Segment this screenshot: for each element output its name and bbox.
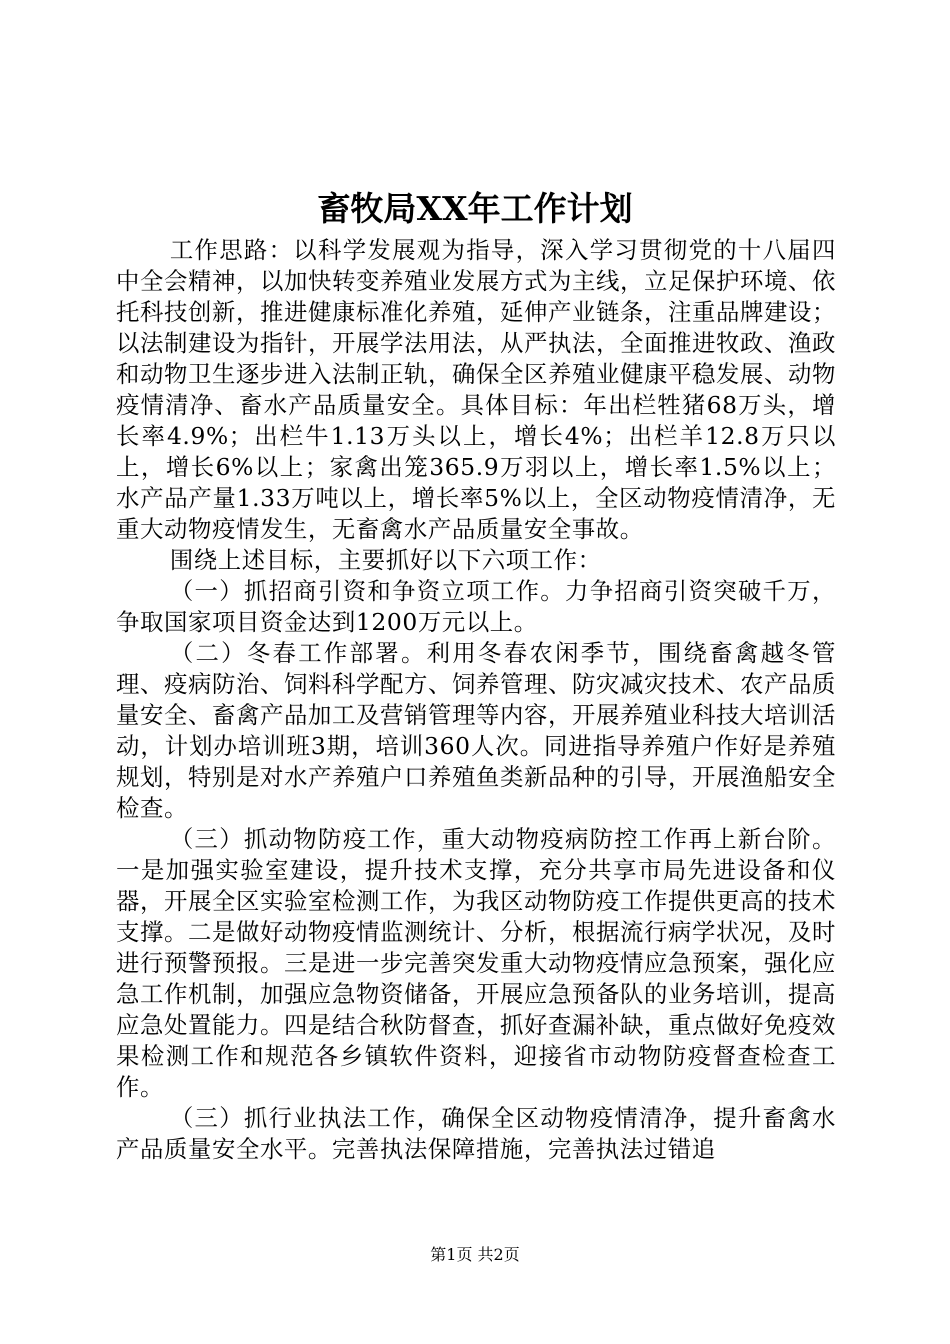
- document-title: 畜牧局XX年工作计划: [317, 189, 633, 228]
- page-footer: 第1页 共2页: [430, 1245, 520, 1264]
- paragraph-overview: 围绕上述目标，主要抓好以下六项工作：: [169, 546, 602, 574]
- paragraph-item-3-epidemic: （三）抓动物防疫工作，重大动物疫病防控工作再上新台阶。一是加强实验室建设，提升技术支撑，充分共享市局先进设备和仪器，开展全区实验室检测工作，为我区动物防疫工作提供更高的技术支撑。二是做好动物疫情监测统计、分析，根据流行病学状况，及时进行预警预报。三是进一步完善突发重大动物疫情应急预案，强化应急工作机制，加强应急物资储备，开展应急预备队的业务培训，提高应急处置能力。四是结合秋防督查，抓好查漏补缺，重点做好免疫效果检测工作和规范各乡镇软件资料，迎接省市动物防疫督查检查工作。: [116, 825, 836, 1101]
- paragraph-item-2: （二）冬春工作部署。利用冬春农闲季节，围绕畜禽越冬管理、疫病防治、饲料科学配方、饲养管理、防灾减灾技术、农产品质量安全、畜禽产品加工及营销管理等内容，开展养殖业科技大培训活动，计划办培训班3期，培训360人次。同进指导养殖户作好是养殖规划，特别是对水产养殖户口养殖鱼类新品种的引导，开展渔船安全检查。: [116, 639, 836, 822]
- document-body: [116, 235, 836, 1165]
- paragraph-item-1: （一）抓招商引资和争资立项工作。力争招商引资突破千万，争取国家项目资金达到1200万元以上。: [116, 577, 836, 636]
- paragraph-item-3-enforcement: （三）抓行业执法工作，确保全区动物疫情清净，提升畜禽水产品质量安全水平。完善执法保障措施，完善执法过错追: [116, 1104, 836, 1163]
- paragraph-work-approach: 工作思路：以科学发展观为指导，深入学习贯彻党的十八届四中全会精神，以加快转变养殖业发展方式为主线，立足保护环境、依托科技创新，推进健康标准化养殖，延伸产业链条，注重品牌建设；以法制建设为指针，开展学法用法，从严执法，全面推进牧政、渔政和动物卫生逐步进入法制正轨，确保全区养殖业健康平稳发展、动物疫情清净、畜水产品质量安全。具体目标：年出栏牲猪68万头，增长率4.9%；出栏牛1.13万头以上，增长4%；出栏羊12.8万只以上，增长6%以上；家禽出笼365.9万羽以上，增长率1.5%以上；水产品产量1.33万吨以上，增长率5%以上，全区动物疫情清净，无重大动物疫情发生，无畜禽水产品质量安全事故。: [116, 236, 836, 543]
